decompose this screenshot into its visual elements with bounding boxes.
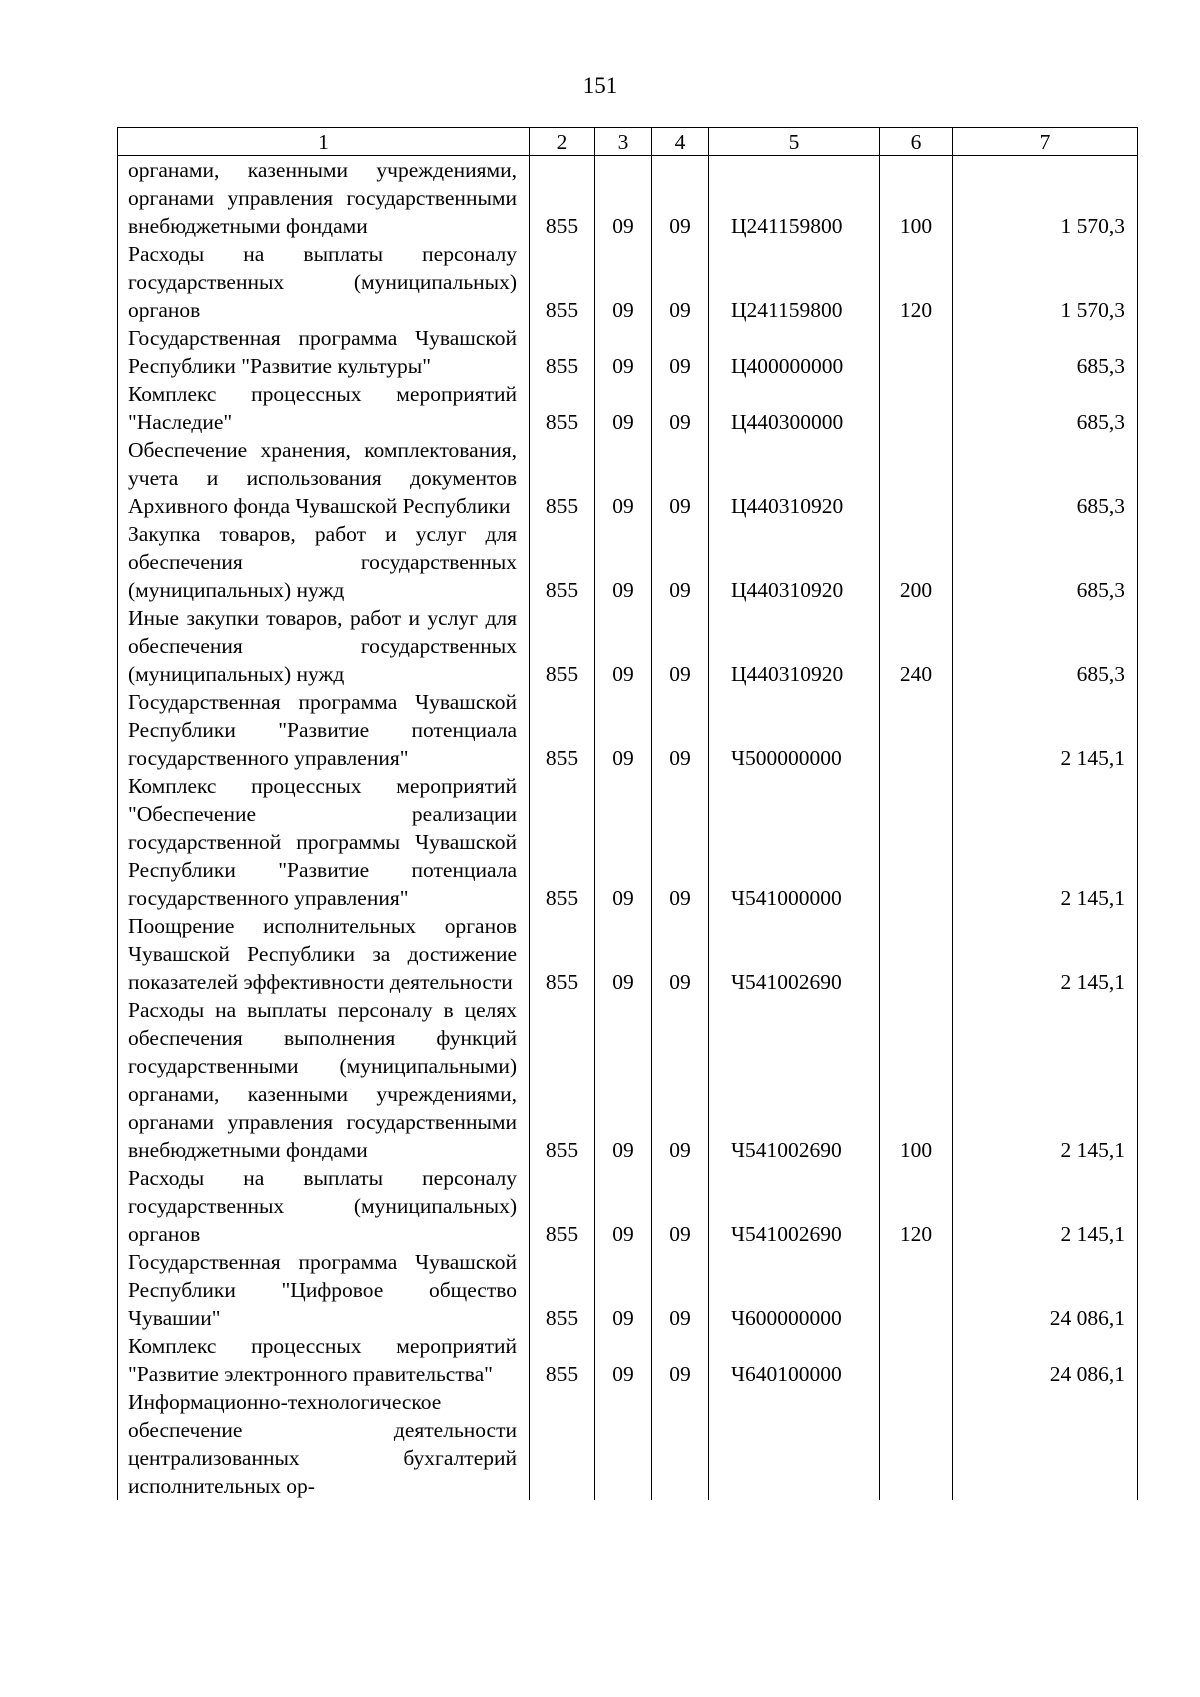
row-ministry-code: 855	[530, 324, 595, 380]
row-section: 09	[595, 520, 652, 604]
row-target-article: Ч541002690	[709, 1164, 880, 1248]
table-header	[118, 128, 1138, 156]
row-section: 09	[595, 688, 652, 772]
row-target-article: Ц440310920	[709, 604, 880, 688]
table-row	[118, 772, 1138, 912]
row-target-article	[709, 1388, 880, 1500]
row-amount: 2 145,1	[953, 996, 1138, 1164]
row-section	[595, 1388, 652, 1500]
row-ministry-code: 855	[530, 604, 595, 688]
row-ministry-code: 855	[530, 1332, 595, 1388]
row-subsection: 09	[652, 240, 709, 324]
table-row	[118, 1164, 1138, 1248]
page-number: 151	[582, 73, 618, 98]
table-row	[118, 1248, 1138, 1332]
row-expense-type: 120	[880, 1164, 953, 1248]
row-name: Расходы на выплаты персоналу в целях обеспечения выполнения функций государственными (муниципальными) органами, казенными учреждениями, органами управления государственными внебюджетными фондами	[118, 996, 530, 1164]
row-ministry-code: 855	[530, 1164, 595, 1248]
row-expense-type	[880, 1332, 953, 1388]
row-ministry-code	[530, 1388, 595, 1500]
row-subsection: 09	[652, 772, 709, 912]
row-amount	[953, 1388, 1138, 1500]
row-subsection: 09	[652, 1248, 709, 1332]
row-section: 09	[595, 436, 652, 520]
row-section: 09	[595, 912, 652, 996]
row-target-article: Ч600000000	[709, 1248, 880, 1332]
row-target-article: Ц440310920	[709, 520, 880, 604]
row-name: Комплекс процессных мероприятий "Развитие электронного правительства"	[118, 1332, 530, 1388]
row-subsection: 09	[652, 912, 709, 996]
row-target-article: Ц400000000	[709, 324, 880, 380]
row-expense-type: 120	[880, 240, 953, 324]
row-amount: 1 570,3	[953, 240, 1138, 324]
table-row	[118, 324, 1138, 380]
row-ministry-code: 855	[530, 912, 595, 996]
row-name: Государственная программа Чувашской Республики "Цифровое общество Чувашии"	[118, 1248, 530, 1332]
row-ministry-code: 855	[530, 436, 595, 520]
row-target-article: Ч541002690	[709, 912, 880, 996]
row-ministry-code: 855	[530, 520, 595, 604]
row-subsection: 09	[652, 688, 709, 772]
table-row	[118, 520, 1138, 604]
row-name: Обеспечение хранения, комплектования, учета и использования документов Архивного фонда Чувашской Республики	[118, 436, 530, 520]
row-section: 09	[595, 604, 652, 688]
row-subsection	[652, 1388, 709, 1500]
row-name: Комплекс процессных мероприятий "Обеспечение реализации государственной программы Чувашской Республики "Развитие потенциала государственного управления"	[118, 772, 530, 912]
row-expense-type: 200	[880, 520, 953, 604]
row-section: 09	[595, 240, 652, 324]
row-expense-type	[880, 380, 953, 436]
row-name: Иные закупки товаров, работ и услуг для обеспечения государственных (муниципальных) нужд	[118, 604, 530, 688]
row-target-article: Ц241159800	[709, 240, 880, 324]
table-row	[118, 436, 1138, 520]
row-amount: 1 570,3	[953, 156, 1138, 241]
row-amount: 2 145,1	[953, 772, 1138, 912]
row-target-article: Ч500000000	[709, 688, 880, 772]
row-amount: 2 145,1	[953, 912, 1138, 996]
budget-table	[117, 127, 1138, 1500]
table-row	[118, 688, 1138, 772]
row-subsection: 09	[652, 1332, 709, 1388]
row-ministry-code: 855	[530, 156, 595, 241]
row-name: Информационно-технологическое обеспечение деятельности централизованных бухгалтерий исполнительных ор-	[118, 1388, 530, 1500]
table-row	[118, 380, 1138, 436]
row-name: органами, казенными учреждениями, органами управления государственными внебюджетными фондами	[118, 156, 530, 241]
row-amount: 2 145,1	[953, 688, 1138, 772]
row-subsection: 09	[652, 604, 709, 688]
row-ministry-code: 855	[530, 996, 595, 1164]
row-ministry-code: 855	[530, 240, 595, 324]
row-section: 09	[595, 156, 652, 241]
row-section: 09	[595, 1164, 652, 1248]
row-section: 09	[595, 996, 652, 1164]
row-name: Расходы на выплаты персоналу государственных (муниципальных) органов	[118, 240, 530, 324]
row-ministry-code: 855	[530, 380, 595, 436]
row-section: 09	[595, 1248, 652, 1332]
header-col-6: 6	[880, 128, 953, 156]
header-col-5: 5	[709, 128, 880, 156]
row-subsection: 09	[652, 380, 709, 436]
header-row	[118, 128, 1138, 156]
row-name: Расходы на выплаты персоналу государственных (муниципальных) органов	[118, 1164, 530, 1248]
row-subsection: 09	[652, 156, 709, 241]
header-col-7: 7	[953, 128, 1138, 156]
table-row	[118, 604, 1138, 688]
table-row	[118, 1332, 1138, 1388]
row-expense-type	[880, 772, 953, 912]
row-amount: 24 086,1	[953, 1332, 1138, 1388]
row-expense-type: 240	[880, 604, 953, 688]
table-row	[118, 240, 1138, 324]
header-col-1: 1	[118, 128, 530, 156]
row-section: 09	[595, 1332, 652, 1388]
row-target-article: Ч640100000	[709, 1332, 880, 1388]
header-col-2: 2	[530, 128, 595, 156]
row-expense-type: 100	[880, 156, 953, 241]
table-row	[118, 1388, 1138, 1500]
row-amount: 685,3	[953, 380, 1138, 436]
row-section: 09	[595, 772, 652, 912]
row-expense-type	[880, 324, 953, 380]
row-ministry-code: 855	[530, 772, 595, 912]
row-section: 09	[595, 380, 652, 436]
row-subsection: 09	[652, 436, 709, 520]
table-body	[118, 156, 1138, 1501]
row-subsection: 09	[652, 1164, 709, 1248]
row-target-article: Ц440310920	[709, 436, 880, 520]
row-expense-type	[880, 688, 953, 772]
table-row	[118, 156, 1138, 241]
row-section: 09	[595, 324, 652, 380]
row-name: Государственная программа Чувашской Республики "Развитие культуры"	[118, 324, 530, 380]
row-amount: 2 145,1	[953, 1164, 1138, 1248]
row-expense-type	[880, 436, 953, 520]
row-expense-type	[880, 1248, 953, 1332]
row-expense-type: 100	[880, 996, 953, 1164]
row-amount: 685,3	[953, 324, 1138, 380]
header-col-4: 4	[652, 128, 709, 156]
header-col-3: 3	[595, 128, 652, 156]
table-row	[118, 996, 1138, 1164]
row-expense-type	[880, 1388, 953, 1500]
row-subsection: 09	[652, 520, 709, 604]
row-amount: 685,3	[953, 520, 1138, 604]
row-name: Поощрение исполнительных органов Чувашской Республики за достижение показателей эффективности деятельности	[118, 912, 530, 996]
row-name: Комплекс процессных мероприятий "Наследие"	[118, 380, 530, 436]
row-target-article: Ч541002690	[709, 996, 880, 1164]
row-subsection: 09	[652, 324, 709, 380]
row-subsection: 09	[652, 996, 709, 1164]
row-amount: 685,3	[953, 436, 1138, 520]
row-ministry-code: 855	[530, 1248, 595, 1332]
row-amount: 685,3	[953, 604, 1138, 688]
row-expense-type	[880, 912, 953, 996]
row-name: Закупка товаров, работ и услуг для обеспечения государственных (муниципальных) нужд	[118, 520, 530, 604]
row-name: Государственная программа Чувашской Республики "Развитие потенциала государственного управления"	[118, 688, 530, 772]
row-amount: 24 086,1	[953, 1248, 1138, 1332]
row-ministry-code: 855	[530, 688, 595, 772]
row-target-article: Ц440300000	[709, 380, 880, 436]
row-target-article: Ч541000000	[709, 772, 880, 912]
table-row	[118, 912, 1138, 996]
row-target-article: Ц241159800	[709, 156, 880, 241]
